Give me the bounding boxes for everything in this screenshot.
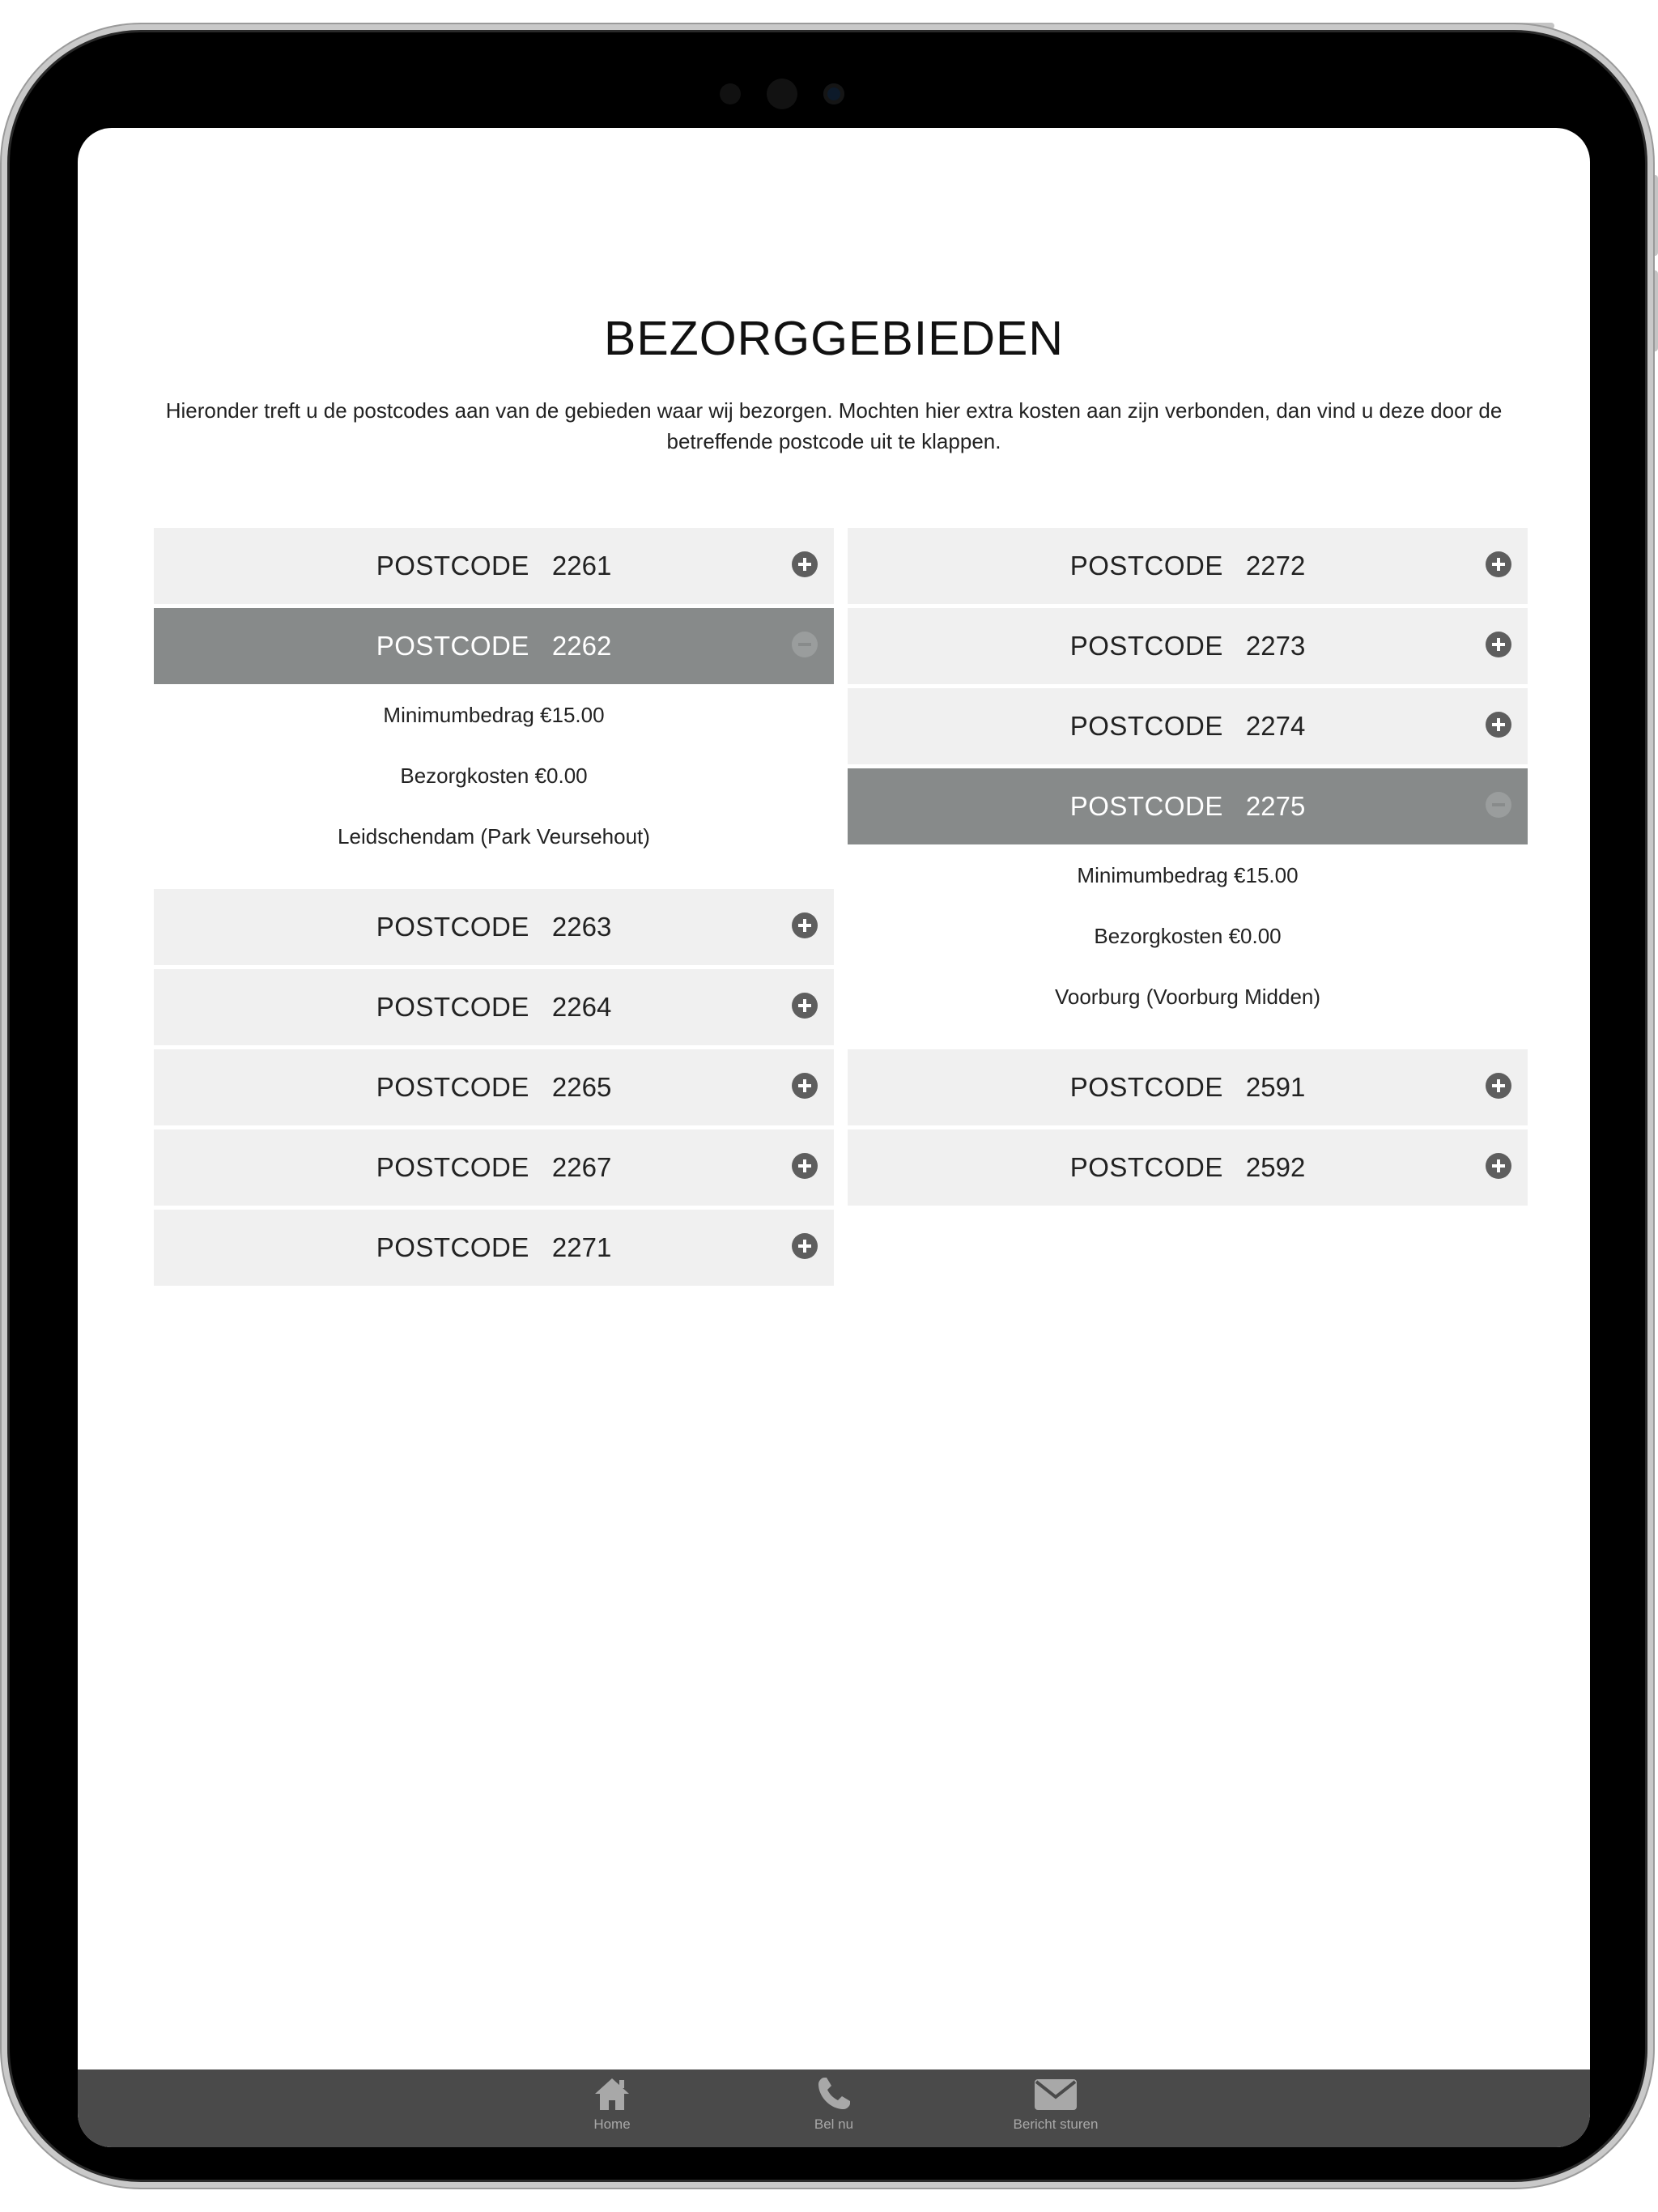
phone-icon — [814, 2074, 853, 2113]
postcode-label: POSTCODE — [376, 551, 529, 581]
postcode-label: POSTCODE — [1069, 1072, 1223, 1102]
intro-text: Hieronder treft u de postcodes aan van de gebieden waar wij bezorgen. Mochten hier extra kosten aan zijn verbonden, dan vind u deze door de betreffende postcode uit te klappen. — [165, 398, 1503, 453]
postcode-number: 2265 — [551, 1072, 612, 1102]
message-label: Bericht sturen — [1013, 2116, 1099, 2132]
postcode-label: POSTCODE — [1069, 1152, 1223, 1182]
postcode-header-2262[interactable] — [154, 608, 834, 684]
postcode-detail-line: Minimumbedrag €15.00 — [1077, 863, 1299, 887]
postcode-header-2267[interactable] — [154, 1129, 834, 1206]
postcode-header-2592[interactable] — [848, 1129, 1528, 1206]
postcode-item-2273 — [848, 608, 1528, 684]
postcode-details-2262 — [154, 684, 834, 885]
postcode-header-2271[interactable] — [154, 1210, 834, 1286]
home-icon — [593, 2074, 631, 2113]
postcode-list-right — [848, 528, 1528, 1210]
postcode-label: POSTCODE — [376, 1072, 529, 1102]
postcode-label: POSTCODE — [1069, 711, 1223, 741]
call-button[interactable] — [761, 2074, 907, 2146]
postcode-label: POSTCODE — [376, 992, 529, 1022]
expand-icon[interactable] — [792, 1153, 818, 1179]
expand-icon[interactable] — [1486, 551, 1511, 577]
postcode-number: 2272 — [1245, 551, 1306, 581]
postcode-label: POSTCODE — [1069, 791, 1223, 821]
expand-icon[interactable] — [792, 1233, 818, 1259]
expand-icon[interactable] — [1486, 712, 1511, 738]
message-button[interactable] — [983, 2074, 1129, 2146]
postcode-detail-line: Minimumbedrag €15.00 — [383, 703, 605, 727]
postcode-header-2591[interactable] — [848, 1049, 1528, 1125]
tablet-frame — [2, 24, 1653, 2188]
postcode-header-2272[interactable] — [848, 528, 1528, 604]
expand-icon[interactable] — [1486, 1073, 1511, 1099]
postcode-item-2592 — [848, 1129, 1528, 1206]
postcode-number: 2273 — [1245, 631, 1306, 661]
postcode-header-2274[interactable] — [848, 688, 1528, 764]
expand-icon[interactable] — [792, 912, 818, 938]
sensor — [767, 79, 797, 109]
postcode-number: 2264 — [551, 992, 612, 1022]
postcode-header-2264[interactable] — [154, 969, 834, 1045]
postcode-item-2591 — [848, 1049, 1528, 1125]
postcode-detail-line: Voorburg (Voorburg Midden) — [1054, 985, 1321, 1009]
call-label: Bel nu — [814, 2116, 854, 2132]
postcode-label: POSTCODE — [376, 631, 529, 661]
sensor — [720, 83, 741, 104]
postcode-label: POSTCODE — [1069, 551, 1223, 581]
postcode-label: POSTCODE — [376, 1232, 529, 1262]
expand-icon[interactable] — [792, 1073, 818, 1099]
home-button[interactable] — [539, 2074, 685, 2146]
postcode-list-left — [154, 528, 834, 1290]
postcode-header-2265[interactable] — [154, 1049, 834, 1125]
expand-icon[interactable] — [792, 551, 818, 577]
collapse-icon[interactable] — [792, 632, 818, 657]
postcode-label: POSTCODE — [376, 1152, 529, 1182]
postcode-number: 2267 — [551, 1152, 612, 1182]
postcode-number: 2271 — [551, 1232, 612, 1262]
collapse-icon[interactable] — [1486, 792, 1511, 818]
envelope-icon — [1033, 2074, 1078, 2113]
postcode-label: POSTCODE — [376, 912, 529, 942]
postcode-number: 2274 — [1245, 711, 1306, 741]
postcode-item-2261 — [154, 528, 834, 604]
postcode-item-2267 — [154, 1129, 834, 1206]
postcode-item-2271 — [154, 1210, 834, 1286]
postcode-item-2265 — [154, 1049, 834, 1125]
screen — [78, 128, 1590, 2147]
postcode-detail-line: Leidschendam (Park Veursehout) — [338, 824, 650, 849]
bottom-bar — [78, 2069, 1590, 2147]
postcode-item-2264 — [154, 969, 834, 1045]
expand-icon[interactable] — [1486, 632, 1511, 657]
postcode-number: 2261 — [551, 551, 612, 581]
postcode-item-2272 — [848, 528, 1528, 604]
postcode-detail-line: Bezorgkosten €0.00 — [400, 764, 588, 788]
postcode-detail-line: Bezorgkosten €0.00 — [1094, 924, 1282, 948]
postcode-item-2275 — [848, 768, 1528, 1045]
postcode-number: 2592 — [1245, 1152, 1306, 1182]
postcode-number: 2262 — [551, 631, 612, 661]
postcode-item-2262 — [154, 608, 834, 885]
postcode-header-2261[interactable] — [154, 528, 834, 604]
front-camera — [823, 83, 844, 104]
postcode-details-2275 — [848, 844, 1528, 1045]
postcode-number: 2591 — [1245, 1072, 1306, 1102]
expand-icon[interactable] — [1486, 1153, 1511, 1179]
postcode-number: 2263 — [551, 912, 612, 942]
expand-icon[interactable] — [792, 993, 818, 1019]
home-label: Home — [593, 2116, 631, 2132]
postcode-item-2274 — [848, 688, 1528, 764]
postcode-item-2263 — [154, 889, 834, 965]
postcode-header-2263[interactable] — [154, 889, 834, 965]
postcode-number: 2275 — [1245, 791, 1306, 821]
postcode-label: POSTCODE — [1069, 631, 1223, 661]
postcode-header-2273[interactable] — [848, 608, 1528, 684]
postcode-header-2275[interactable] — [848, 768, 1528, 844]
page-title: BEZORGGEBIEDEN — [603, 312, 1065, 365]
